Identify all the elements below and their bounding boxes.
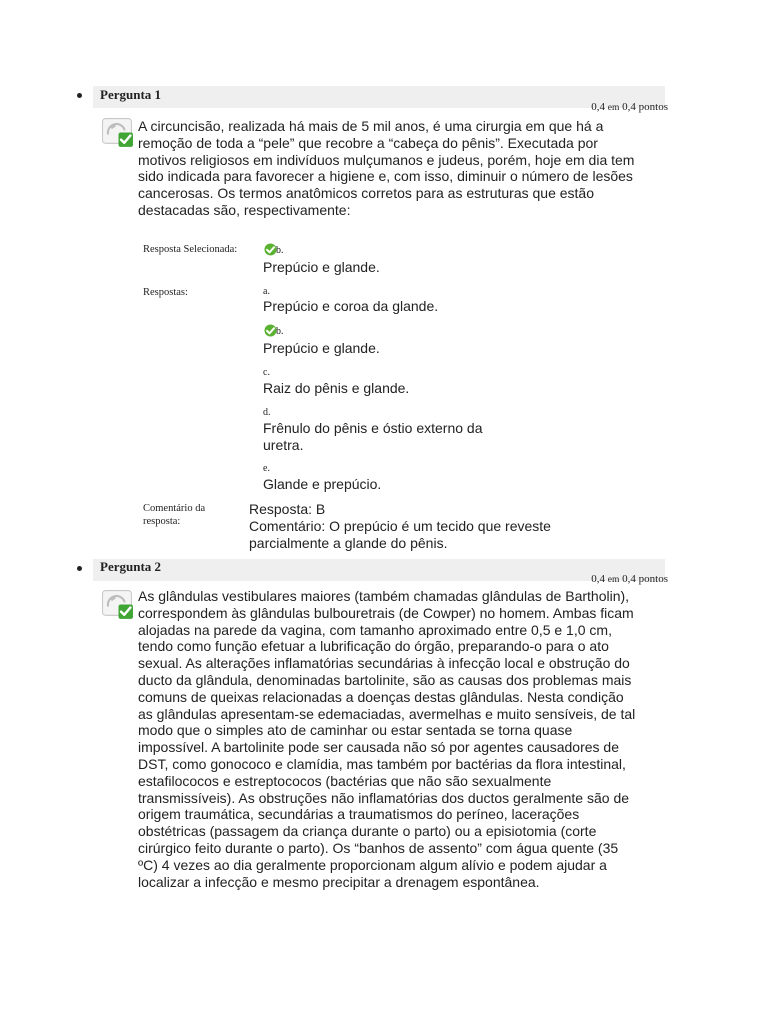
question-title: Pergunta 1 bbox=[100, 87, 162, 102]
comment-text: Comentário: O prepúcio é um tecido que reveste parcialmente a glande do pênis. bbox=[249, 518, 551, 551]
option-c-letter: c. bbox=[263, 367, 270, 378]
question-header-bar bbox=[93, 559, 665, 581]
answers-label: Respostas: bbox=[143, 287, 188, 298]
option-e-letter: e. bbox=[263, 463, 270, 474]
option-c-text: Raiz do pênis e glande. bbox=[263, 380, 410, 396]
option-d-letter: d. bbox=[263, 407, 271, 418]
option-b-letter: b. bbox=[276, 326, 284, 337]
option-b-text: Prepúcio e glande. bbox=[263, 340, 380, 356]
comment-answer: Resposta: B bbox=[249, 501, 326, 517]
question-text: A circuncisão, realizada há mais de 5 mil anos, é uma cirurgia em que há a remoção de toda a “pele” que recobre a “cabeça do pênis”. Executada por motivos religiosos em indivíduos mulçumanos e judeus, porém, hoje em dia tem sido indicada para favorecer a higiene e, com isso, diminuir o número de lesões cancerosas. Os termos anatômicos corretos para as estruturas que estão destacadas são, respectivamente: bbox=[138, 118, 635, 218]
option-d-text: Frênulo do pênis e óstio externo da uretra. bbox=[263, 420, 483, 453]
option-e-text: Glande e prepúcio. bbox=[263, 476, 382, 492]
option-a-text: Prepúcio e coroa da glande. bbox=[263, 298, 439, 314]
question-title: Pergunta 2 bbox=[100, 559, 162, 574]
question-correct-icon bbox=[102, 590, 134, 620]
question-correct-icon bbox=[102, 118, 134, 148]
bullet bbox=[77, 93, 82, 98]
question-text: As glândulas vestibulares maiores (também chamadas glândulas de Bartholin), correspondem às glândulas bulbouretrais (de Cowper) no homem. Ambas ficam alojadas na parede da vagina, com tamanho aproximado entre 0,5 e 1,0 cm, tendo como função efetuar a lubrificação do órgão, preparando-o para o ato sexual. As alterações inflamatórias secundárias à infecção local e obstrução do ducto da glândula, denominadas bartolinite, são as causas dos problemas mais comuns de queixas relacionadas a doenças destas glândulas. Nesta condição as glândulas apresentam-se edemaciadas, avermelhas e muito sensíveis, de tal modo que o simples ato de caminhar ou estar sentada se torna quase impossível. A bartolinite pode ser causada não só por agentes causadores de DST, como gonococo e clamídia, mas também por bactérias da flora intestinal, estafilococos e estreptococos (bactérias que não são sexualmente transmissíveis). As obstruções não inflamatórias dos ductos geralmente são de origem traumática, secundárias a traumatismos do períneo, lacerações obstétricas (passagem da criança durante o parto) ou a episiotomia (corte cirúrgico feito durante o parto). Os “banhos de assento” com água quente (35 ºC) 4 vezes ao dia geralmente proporcionam algum alívio e podem ajudar a localizar a infecção e mesmo precipitar a drenagem espontânea. bbox=[138, 588, 636, 890]
selected-answer-letter: b. bbox=[276, 245, 284, 256]
comment-label: Comentário da resposta: bbox=[143, 503, 206, 527]
selected-answer-label: Resposta Selecionada: bbox=[143, 244, 238, 255]
selected-answer-text: Prepúcio e glande. bbox=[263, 259, 380, 275]
question-header-bar bbox=[93, 86, 665, 108]
bullet bbox=[77, 566, 82, 571]
option-a-letter: a. bbox=[263, 286, 270, 297]
question-score: 0,4 em 0,4 pontos bbox=[591, 573, 668, 585]
question-score: 0,4 em 0,4 pontos bbox=[591, 101, 668, 113]
